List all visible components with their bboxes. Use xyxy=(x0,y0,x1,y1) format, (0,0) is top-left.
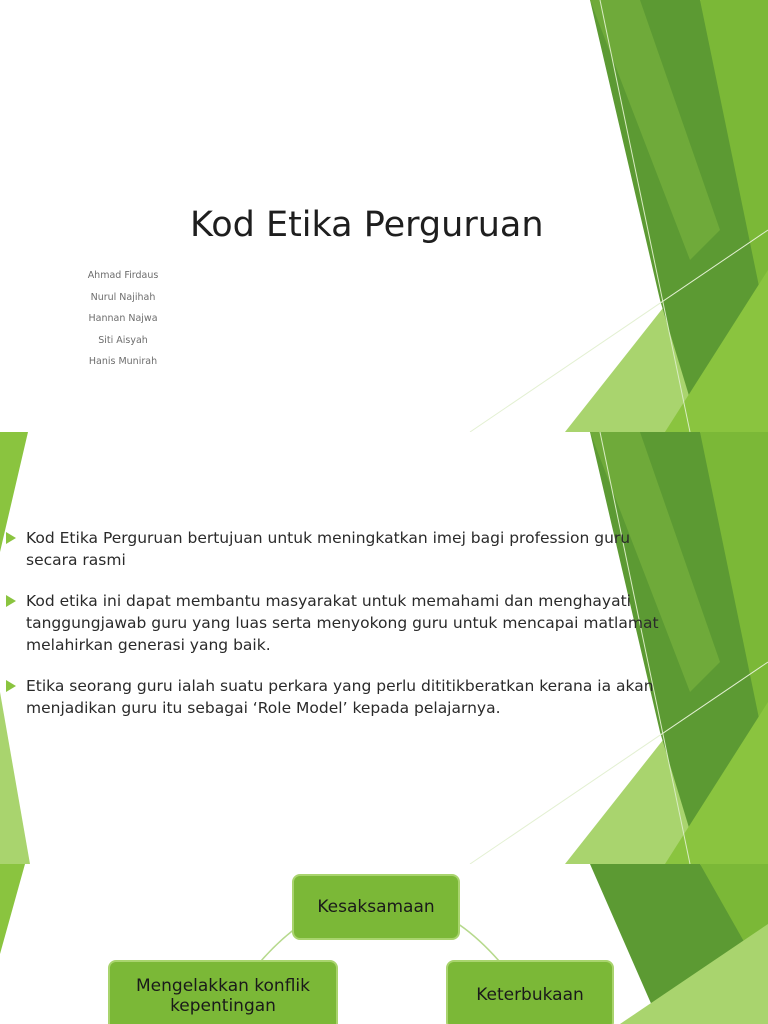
diagram-node-konflik: Mengelakkan konflik kepentingan xyxy=(108,960,338,1024)
author-name: Ahmad Firdaus xyxy=(87,270,159,281)
triangle-bullet-icon xyxy=(6,595,16,607)
author-list xyxy=(48,265,198,373)
bullet-text: Etika seorang guru ialah suatu perkara yang perlu dititikberatkan kerana ia akan menjadikan guru itu sebagai ‘Role Model’ kepada pelajarnya. xyxy=(26,677,654,717)
diagram-node-keterbukaan: Keterbukaan xyxy=(446,960,614,1024)
diagram-slide xyxy=(0,864,768,1024)
bullet-text: Kod etika ini dapat membantu masyarakat untuk memahami dan menghayati tanggungjawab guru yang luas serta menyokong guru untuk mencapai matlamat melahirkan generasi yang baik. xyxy=(26,592,659,654)
triangle-bullet-icon xyxy=(6,680,16,692)
bullet-text: Kod Etika Perguruan bertujuan untuk meningkatkan imej bagi profession guru secara rasmi xyxy=(26,529,631,569)
bullet-item xyxy=(6,675,666,719)
presentation-title: Kod Etika Perguruan xyxy=(190,205,544,245)
title-slide xyxy=(0,0,768,432)
bullet-item xyxy=(6,590,666,656)
bullet-list xyxy=(6,527,666,738)
author-name: Hanis Munirah xyxy=(88,356,158,367)
author-name: Hannan Najwa xyxy=(88,313,158,324)
author-name: Siti Aisyah xyxy=(98,334,148,346)
author-name: Nurul Najihah xyxy=(90,291,156,303)
bullet-item xyxy=(6,527,666,571)
triangle-bullet-icon xyxy=(6,532,16,544)
diagram-node-kesaksamaan: Kesaksamaan xyxy=(292,874,460,940)
content-slide xyxy=(0,432,768,864)
